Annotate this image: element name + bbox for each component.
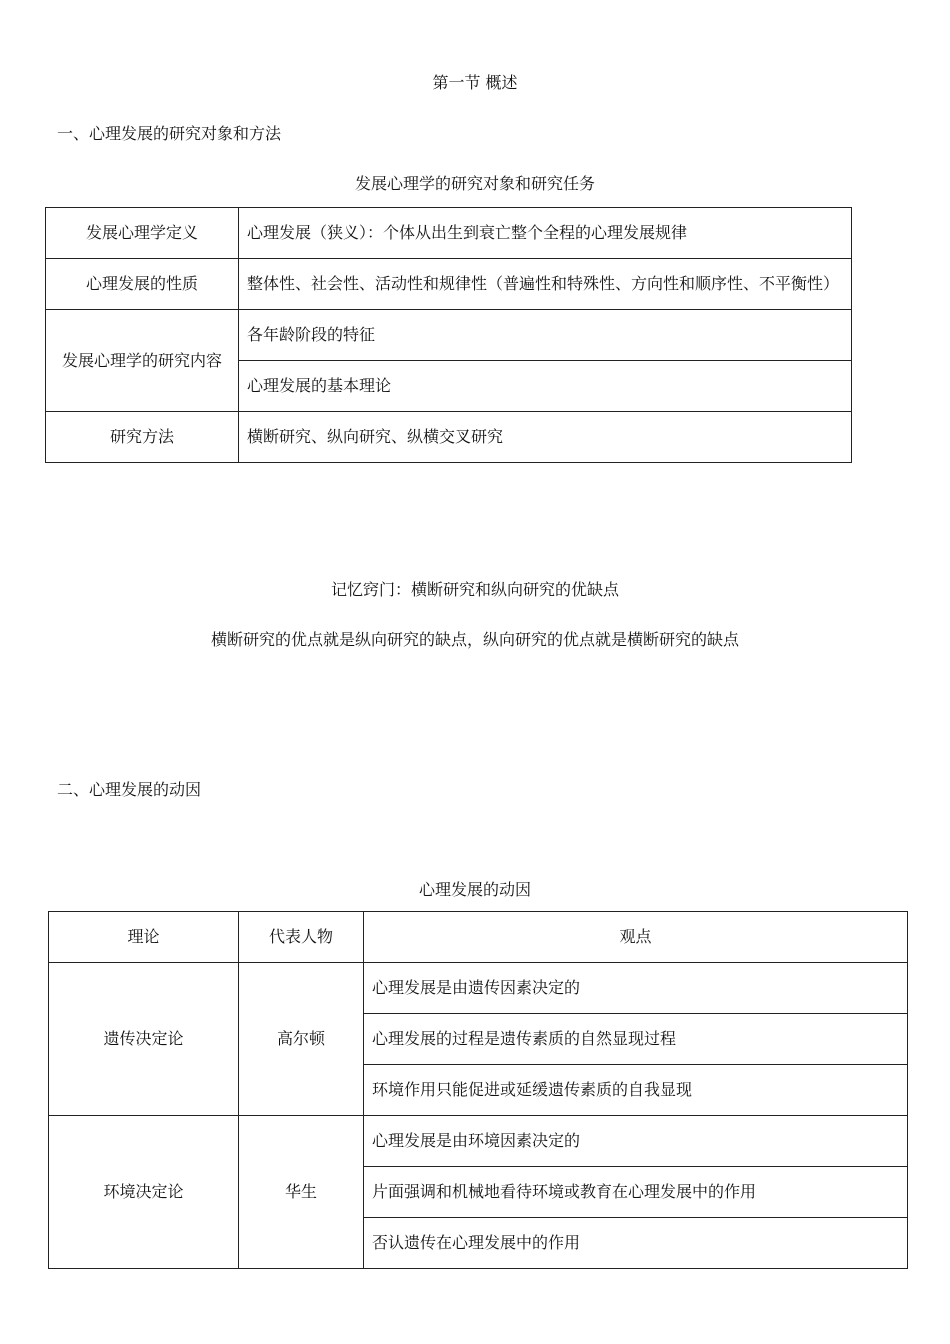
header-person: 代表人物	[239, 912, 364, 963]
person-watson: 华生	[239, 1116, 364, 1269]
table-row	[49, 963, 908, 1014]
theory-environment: 环境决定论	[49, 1116, 239, 1269]
header-theory: 理论	[49, 912, 239, 963]
heading-motivation: 二、心理发展的动因	[57, 780, 202, 799]
research-object-table	[45, 207, 852, 463]
row-label-content: 发展心理学的研究内容	[46, 310, 239, 412]
heading-research-object: 一、心理发展的研究对象和方法	[57, 124, 282, 143]
view-cell: 心理发展的过程是遗传素质的自然显现过程	[364, 1014, 908, 1065]
table1-caption: 发展心理学的研究对象和研究任务	[354, 174, 595, 193]
table-row	[46, 208, 852, 259]
motivation-table	[48, 911, 908, 1269]
header-views: 观点	[364, 912, 908, 963]
theory-heredity: 遗传决定论	[49, 963, 239, 1116]
row-label-methods: 研究方法	[46, 412, 239, 463]
table-row	[46, 412, 852, 463]
row-content-nature: 整体性、社会性、活动性和规律性（普遍性和特殊性、方向性和顺序性、不平衡性）	[239, 259, 852, 310]
view-cell: 片面强调和机械地看待环境或教育在心理发展中的作用	[364, 1167, 908, 1218]
row-content-methods: 横断研究、纵向研究、纵横交叉研究	[239, 412, 852, 463]
table-row	[49, 1116, 908, 1167]
view-cell: 否认遗传在心理发展中的作用	[364, 1218, 908, 1269]
view-cell: 环境作用只能促进或延缓遗传素质的自我显现	[364, 1065, 908, 1116]
row-content-basic-theory: 心理发展的基本理论	[239, 361, 852, 412]
row-content-stage-features: 各年龄阶段的特征	[239, 310, 852, 361]
table-row	[46, 259, 852, 310]
view-cell: 心理发展是由环境因素决定的	[364, 1116, 908, 1167]
person-galton: 高尔顿	[239, 963, 364, 1116]
row-label-nature: 心理发展的性质	[46, 259, 239, 310]
section-title: 第一节 概述	[432, 73, 518, 92]
view-cell: 心理发展是由遗传因素决定的	[364, 963, 908, 1014]
table-header-row	[49, 912, 908, 963]
row-label-definition: 发展心理学定义	[46, 208, 239, 259]
row-content-definition: 心理发展（狭义）：个体从出生到衰亡整个全程的心理发展规律	[239, 208, 852, 259]
memory-tip-title: 记忆窍门：横断研究和纵向研究的优缺点	[330, 580, 619, 599]
table2-caption: 心理发展的动因	[418, 880, 531, 899]
memory-tip-text: 横断研究的优点就是纵向研究的缺点，纵向研究的优点就是横断研究的缺点	[210, 630, 739, 649]
table-row	[46, 310, 852, 361]
